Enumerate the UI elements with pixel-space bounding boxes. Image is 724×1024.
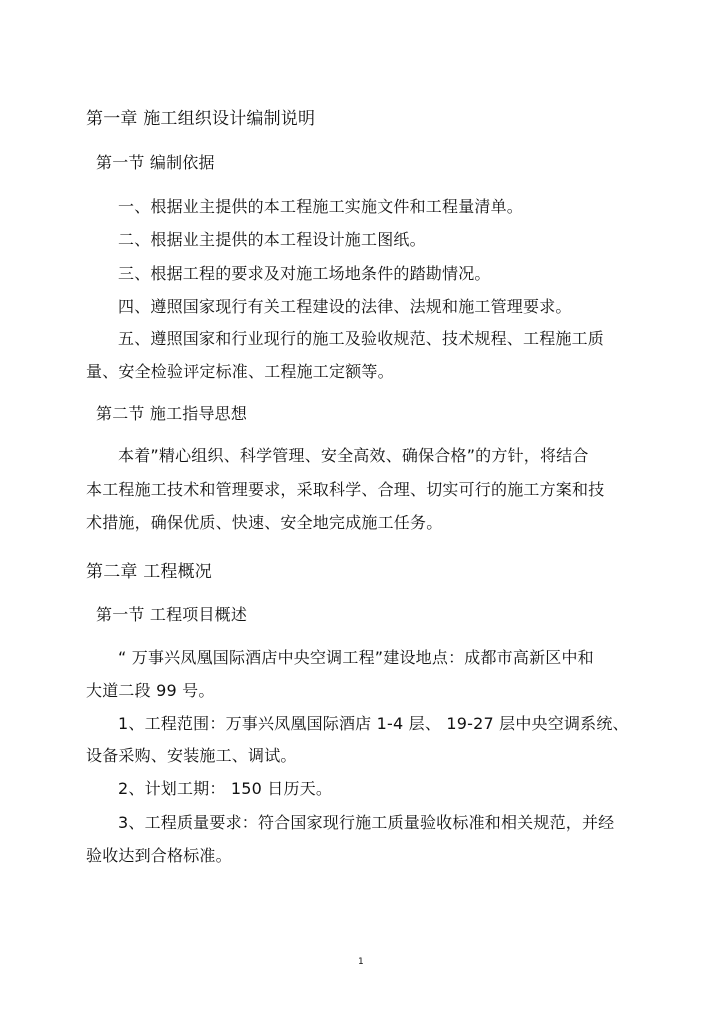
section-1-1-heading: 第一节 编制依据 — [96, 153, 215, 172]
chapter-2-heading: 第二章 工程概况 — [86, 562, 213, 582]
overview-scope: 1、工程范围：万事兴凤凰国际酒店 1-4 层、 19-27 层中央空调系统、 — [118, 714, 629, 733]
basis-item-1: 一、根据业主提供的本工程施工实施文件和工程量清单。 — [118, 197, 524, 216]
overview-line-1: “ 万事兴凤凰国际酒店中央空调工程”建设地点：成都市高新区中和 — [118, 648, 594, 667]
guiding-paragraph-line-3: 术措施，确保优质、快速、安全地完成施工任务。 — [86, 513, 443, 532]
section-1-2-heading: 第二节 施工指导思想 — [96, 404, 248, 423]
guiding-paragraph-line-2: 本工程施工技术和管理要求，采取科学、合理、切实可行的施工方案和技 — [86, 480, 605, 499]
overview-scope-continued: 设备采购、安装施工、调试。 — [86, 746, 297, 765]
basis-item-5: 五、遵照国家和行业现行的施工及验收规范、技术规程、工程施工质 — [118, 329, 605, 348]
overview-line-2: 大道二段 99 号。 — [86, 681, 215, 700]
basis-item-2: 二、根据业主提供的本工程设计施工图纸。 — [118, 230, 426, 249]
overview-quality-continued: 验收达到合格标准。 — [86, 846, 232, 865]
basis-item-5-continued: 量、安全检验评定标准、工程施工定额等。 — [86, 362, 394, 381]
basis-item-4: 四、遵照国家现行有关工程建设的法律、法规和施工管理要求。 — [118, 297, 572, 316]
basis-item-3: 三、根据工程的要求及对施工场地条件的踏勘情况。 — [118, 264, 491, 283]
page-number: 1 — [358, 957, 364, 967]
section-2-1-heading: 第一节 工程项目概述 — [96, 605, 248, 624]
overview-quality: 3、工程质量要求：符合国家现行施工质量验收标准和相关规范，并经 — [118, 813, 615, 832]
overview-schedule: 2、计划工期： 150 日历天。 — [118, 779, 333, 798]
chapter-1-heading: 第一章 施工组织设计编制说明 — [86, 109, 316, 129]
guiding-paragraph-line-1: 本着”精心组织、科学管理、安全高效、确保合格”的方针，将结合 — [118, 446, 589, 465]
